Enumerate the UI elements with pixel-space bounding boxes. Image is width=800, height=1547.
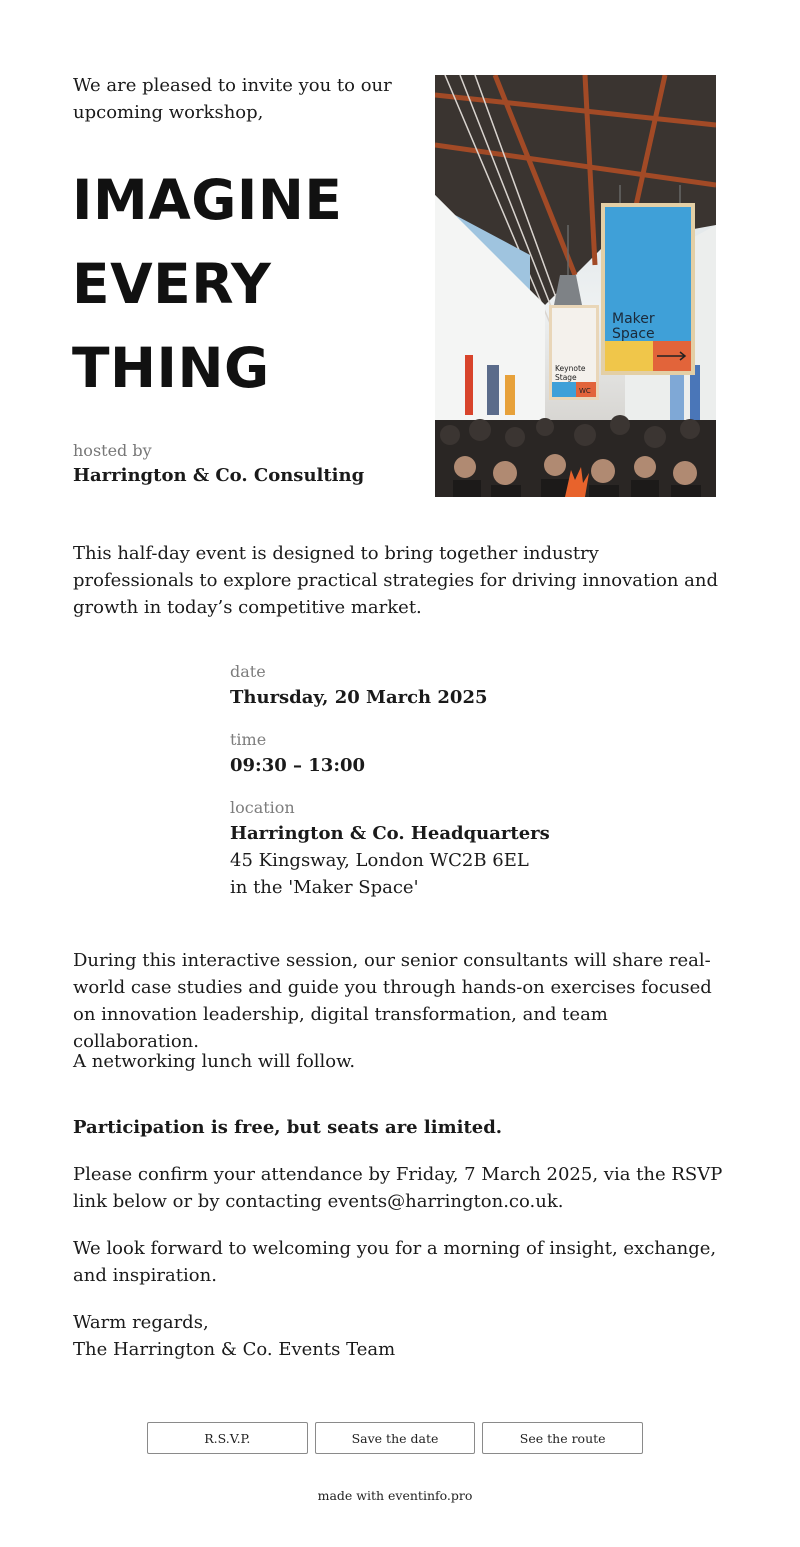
event-title [72, 158, 412, 410]
intro-text: We are pleased to invite you to our upcoming workshop, [73, 75, 392, 123]
footer-credit[interactable]: made with eventinfo.pro [317, 1488, 473, 1503]
sign-small-line: Keynote [555, 364, 586, 373]
team-signature: The Harrington & Co. Events Team [73, 1339, 396, 1360]
hosted-by-label: hosted by [73, 441, 152, 460]
date-label: date [230, 662, 266, 681]
time-block [230, 728, 650, 779]
date-block [230, 660, 650, 711]
confirm-paragraph: Please confirm your attendance by Friday, 7 March 2025, via the RSVP link below or by contacting events@harrington.co.uk. [73, 1164, 723, 1212]
event-description: This half-day event is designed to bring together industry professionals to explore practical strategies for driving innovation and growth in today’s competitive market. [73, 543, 719, 618]
rsvp-button[interactable]: R.S.V.P. [147, 1422, 308, 1454]
host-name: Harrington & Co. Consulting [73, 465, 365, 486]
sign-main-line: Maker [612, 311, 655, 327]
location-block [230, 796, 650, 901]
participation-note: Participation is free, but seats are limited. [73, 1117, 503, 1138]
location-room: in the 'Maker Space' [230, 877, 419, 898]
title-line: EVERY [72, 252, 272, 316]
sign-small-wc: WC [579, 387, 591, 395]
event-hero-image [435, 75, 716, 497]
lunch-paragraph: A networking lunch will follow. [73, 1051, 356, 1072]
sign-small-line: Stage [555, 373, 577, 382]
see-route-button[interactable]: See the route [482, 1422, 643, 1454]
event-details [230, 660, 650, 918]
action-buttons [147, 1422, 643, 1454]
date-value: Thursday, 20 March 2025 [230, 687, 488, 708]
sign-off [73, 1309, 723, 1363]
title-line: IMAGINE [72, 168, 343, 232]
regards-line: Warm regards, [73, 1312, 209, 1333]
location-label: location [230, 798, 295, 817]
save-the-date-button[interactable]: Save the date [315, 1422, 476, 1454]
maker-space-sign [601, 203, 695, 375]
time-value: 09:30 – 13:00 [230, 755, 366, 776]
forward-paragraph: We look forward to welcoming you for a morning of insight, exchange, and inspiration. [73, 1238, 717, 1286]
keynote-sign [549, 305, 599, 400]
title-line: THING [72, 336, 270, 400]
session-paragraph: During this interactive session, our senior consultants will share real-world case studies and guide you through hands-on exercises focused on innovation leadership, digital transformation, and team collaboration. [73, 950, 712, 1052]
location-name: Harrington & Co. Headquarters [230, 823, 550, 844]
sign-main-line: Space [612, 326, 655, 342]
location-address: 45 Kingsway, London WC2B 6EL [230, 850, 529, 871]
time-label: time [230, 730, 267, 749]
